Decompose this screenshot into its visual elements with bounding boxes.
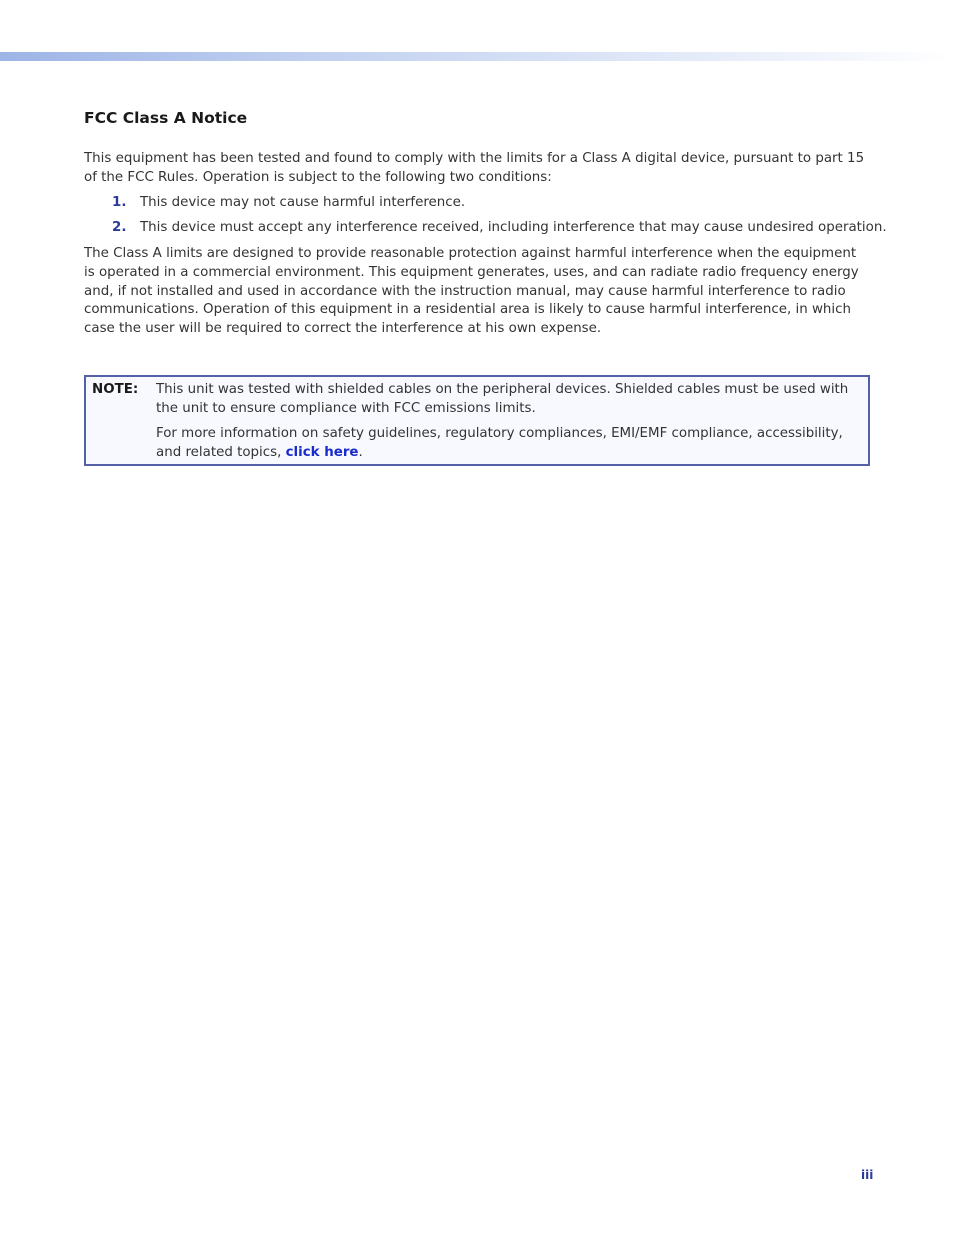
note-text-prefix: For more information on safety guidelines, regulatory compliances, EMI/EMF compliance, accessibility, and related topics, xyxy=(156,426,843,460)
limits-paragraph: The Class A limits are designed to provide reasonable protection against harmful interference when the equipment is operated in a commercial environment. This equipment generates, uses, and can radiate radio frequency energy and, if not installed and used in accordance with the instruction manual, may cause harmful interference to radio communications. Operation of this equipment in a residential area is likely to cause harmful interference, in which case the user will be required to correct the interference at his own expense. xyxy=(84,246,859,337)
note-text-shielded-cables: This unit was tested with shielded cables on the peripheral devices. Shielded cables must be used with the unit to ensure compliance with FCC emissions limits. xyxy=(156,382,849,416)
list-item xyxy=(112,194,465,213)
page-number: iii xyxy=(861,1168,874,1182)
header-gradient-bar xyxy=(0,52,954,61)
note-text-more-info xyxy=(156,425,864,463)
intro-paragraph: This equipment has been tested and found to comply with the limits for a Class A digital device, pursuant to part 15 of the FCC Rules. Operation is subject to the following two conditions: xyxy=(84,151,865,185)
click-here-link[interactable]: click here xyxy=(285,444,359,460)
list-item-number: 2. xyxy=(112,220,127,235)
list-item-text: This device must accept any interference received, including interference that may cause undesired operation. xyxy=(140,220,887,235)
list-item xyxy=(112,219,887,238)
list-item-text: This device may not cause harmful interference. xyxy=(140,195,466,210)
page-heading: FCC Class A Notice xyxy=(84,109,248,127)
note-box xyxy=(84,375,870,466)
note-label: NOTE: xyxy=(92,382,139,397)
list-item-number: 1. xyxy=(112,195,127,210)
note-text-suffix: . xyxy=(358,444,363,460)
